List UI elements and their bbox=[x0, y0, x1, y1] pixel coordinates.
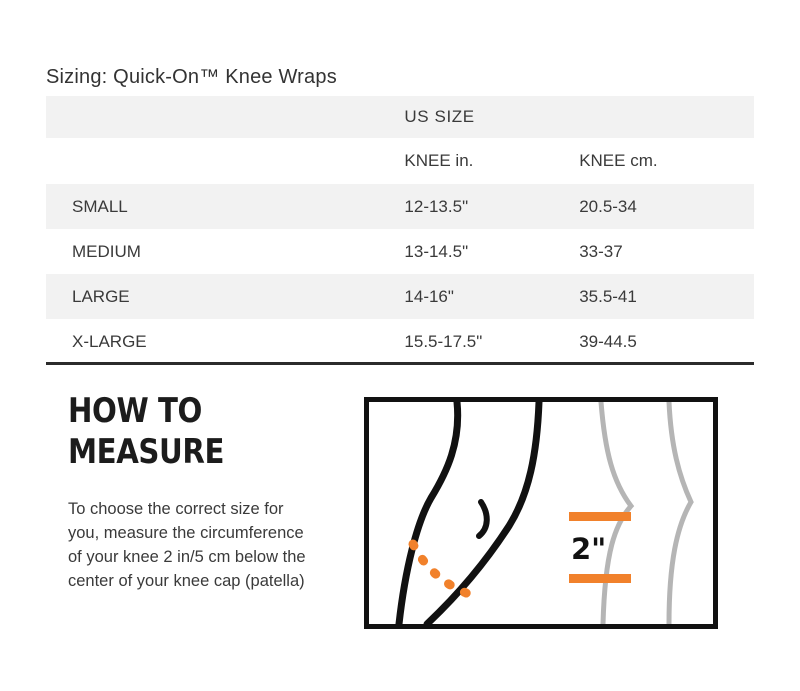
cell-knee-in: 13-14.5" bbox=[404, 229, 579, 274]
patella-arc-icon bbox=[479, 502, 487, 536]
cell-knee-in: 15.5-17.5" bbox=[404, 319, 579, 364]
measure-bar-bottom-icon bbox=[569, 574, 631, 583]
table-row bbox=[46, 319, 754, 364]
size-chart-table bbox=[46, 96, 754, 364]
measurement-dotted-line-icon bbox=[413, 544, 481, 598]
how-to-measure-section bbox=[46, 362, 754, 652]
group-header-us-size: US SIZE bbox=[404, 96, 754, 138]
how-to-measure-heading-line1: HOW TO bbox=[68, 391, 202, 431]
how-to-measure-body: To choose the correct size for you, measure the circumference of your knee 2 in/5 cm below the center of your knee cap (patella) bbox=[68, 499, 306, 590]
how-to-measure-text-block bbox=[68, 391, 328, 594]
table-group-header-row bbox=[46, 96, 754, 138]
measure-distance-label: 2" bbox=[571, 532, 607, 566]
table-row bbox=[46, 274, 754, 319]
knee-measure-diagram bbox=[364, 397, 718, 629]
cell-size: SMALL bbox=[46, 184, 404, 229]
group-header-spacer bbox=[46, 96, 404, 138]
cell-knee-cm: 20.5-34 bbox=[579, 184, 754, 229]
cell-knee-cm: 33-37 bbox=[579, 229, 754, 274]
table-column-header-row bbox=[46, 138, 754, 184]
cell-size: X-LARGE bbox=[46, 319, 404, 364]
table-row bbox=[46, 229, 754, 274]
measure-bar-top-icon bbox=[569, 512, 631, 521]
cell-knee-cm: 35.5-41 bbox=[579, 274, 754, 319]
page-title: Sizing: Quick-On™ Knee Wraps bbox=[46, 66, 337, 88]
column-header-knee-in: KNEE in. bbox=[404, 138, 579, 184]
column-header-size bbox=[46, 138, 404, 184]
cell-size: MEDIUM bbox=[46, 229, 404, 274]
how-to-measure-heading bbox=[68, 391, 292, 474]
background-leg-contour-secondary-icon bbox=[669, 402, 691, 624]
cell-knee-cm: 39-44.5 bbox=[579, 319, 754, 364]
column-header-knee-cm: KNEE cm. bbox=[579, 138, 754, 184]
cell-knee-in: 12-13.5" bbox=[404, 184, 579, 229]
cell-size: LARGE bbox=[46, 274, 404, 319]
cell-knee-in: 14-16" bbox=[404, 274, 579, 319]
how-to-measure-heading-line2: MEASURE bbox=[68, 432, 224, 473]
knee-illustration-svg bbox=[369, 402, 713, 624]
leg-front-outline-icon bbox=[399, 402, 458, 624]
table-row bbox=[46, 184, 754, 229]
